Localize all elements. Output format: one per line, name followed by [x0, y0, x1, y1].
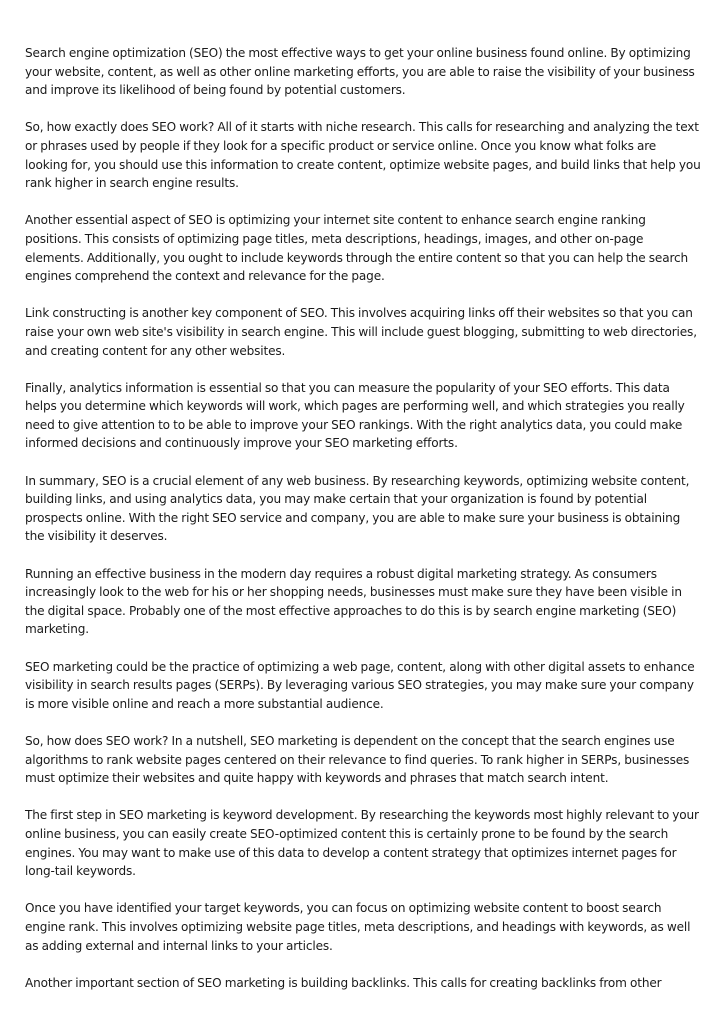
- paragraph-12: Another important section of SEO marketing is building backlinks. This calls for creating backlinks from other: [25, 975, 662, 990]
- paragraph-5: Finally, analytics information is essential so that you can measure the popularity of your SEO efforts. This data helps you determine which keywords will work, which pages are performing well, and which strategies you really need to give attention to to be able to improve your SEO rankings. With the right analytics data, you could make informed decisions and continuously improve your SEO marketing efforts.: [25, 380, 685, 451]
- paragraph-10: The first step in SEO marketing is keyword development. By researching the keywords most highly relevant to your online business, you can easily create SEO-optimized content this is certainly prone to be found by the search engines. You may want to make use of this data to develop a content strategy that optimizes internet pages for long-tail keywords.: [25, 808, 699, 879]
- document-body: [25, 44, 701, 992]
- paragraph-2: So, how exactly does SEO work? All of it starts with niche research. This calls for researching and analyzing the text or phrases used by people if they look for a specific product or service online. Once you know what folks are looking for, you should use this information to create content, optimize website pages, and build links that help you rank higher in search engine results.: [25, 120, 701, 191]
- paragraph-7: Running an effective business in the modern day requires a robust digital marketing strategy. As consumers increasingly look to the web for his or her shopping needs, businesses must make sure they have been visible in the digital space. Probably one of the most effective approaches to do this is by search engine marketing (SEO) marketing.: [25, 566, 682, 637]
- paragraph-11: Once you have identified your target keywords, you can focus on optimizing website content to boost search engine rank. This involves optimizing website page titles, meta descriptions, and headings with keywords, as well as adding external and internal links to your articles.: [25, 901, 691, 953]
- paragraph-6: In summary, SEO is a crucial element of any web business. By researching keywords, optimizing website content, building links, and using analytics data, you may make certain that your organization is found by potential prospects online. With the right SEO service and company, you are able to make sure your business is obtaining the visibility it deserves.: [25, 473, 690, 544]
- paragraph-8: SEO marketing could be the practice of optimizing a web page, content, along with other digital assets to enhance visibility in search results pages (SERPs). By leveraging various SEO strategies, you may make sure your company is more visible online and reach a more substantial audience.: [25, 659, 695, 711]
- paragraph-1: Search engine optimization (SEO) the most effective ways to get your online business found online. By optimizing your website, content, as well as other online marketing efforts, you are able to raise the visibility of your business and improve its likelihood of being found by potential customers.: [25, 46, 695, 98]
- paragraph-3: Another essential aspect of SEO is optimizing your internet site content to enhance search engine ranking positions. This consists of optimizing page titles, meta descriptions, headings, images, and other on-page elements. Additionally, you ought to include keywords through the entire content so that you can help the search engines comprehend the context and relevance for the page.: [25, 213, 689, 284]
- paragraph-9: So, how does SEO work? In a nutshell, SEO marketing is dependent on the concept that the search engines use algorithms to rank website pages centered on their relevance to find queries. To rank higher in SERPs, businesses must optimize their websites and quite happy with keywords and phrases that match search intent.: [25, 733, 690, 786]
- paragraph-4: Link constructing is another key component of SEO. This involves acquiring links off their websites so that you can raise your own web site's visibility in search engine. This will include guest blogging, submitting to web directories, and creating content for any other websites.: [25, 306, 697, 358]
